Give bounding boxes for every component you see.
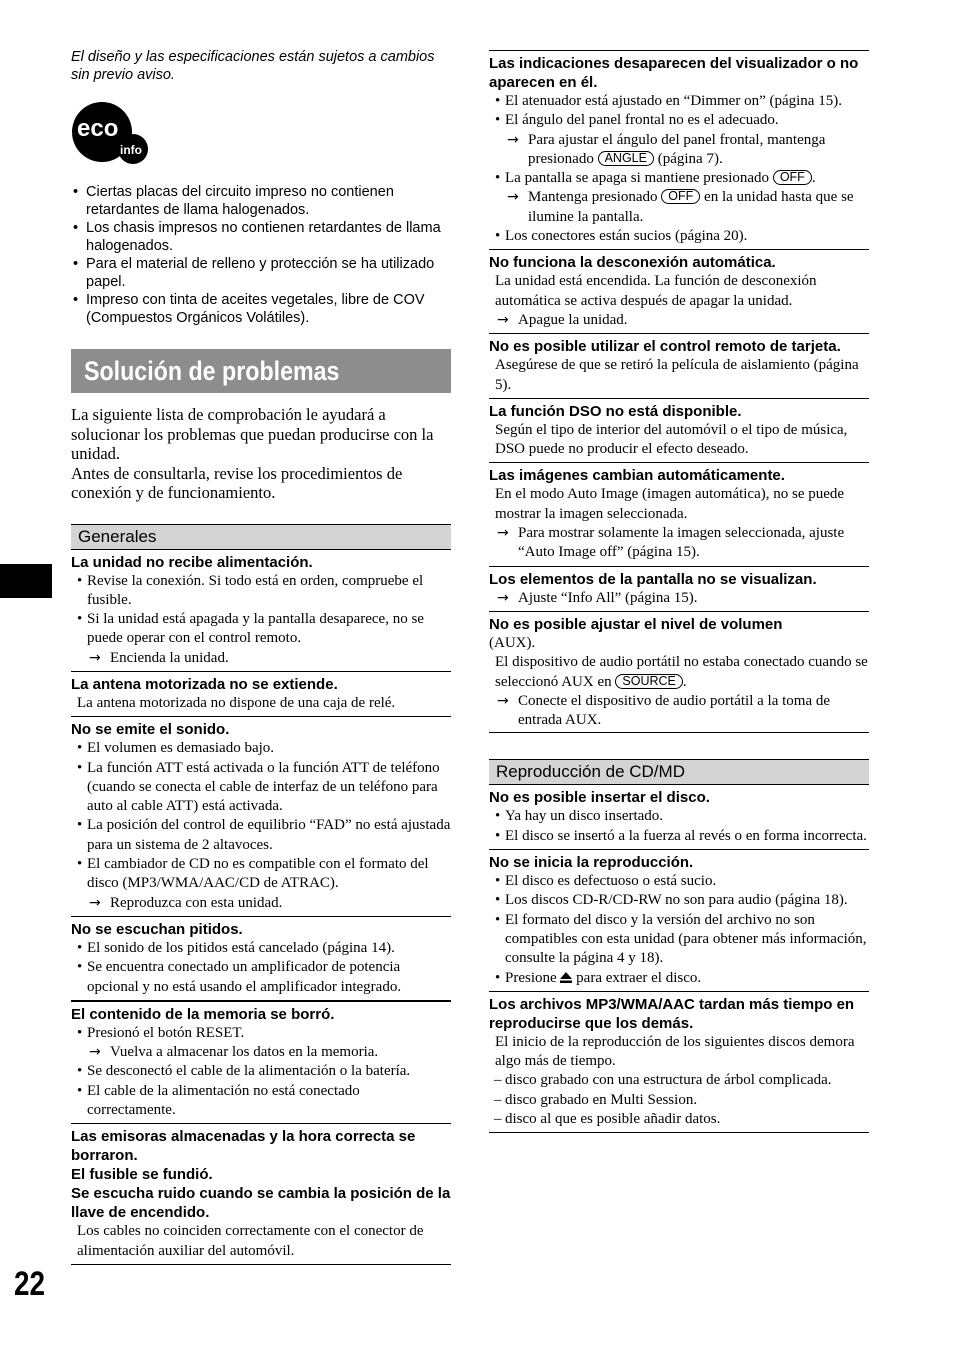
problem-dso [489, 399, 869, 464]
cause-item: • La posición del control de equilibrio “FAD” no está ajustada para un sistema de 2 altavoces. [71, 816, 451, 855]
problem-title: No se emite el sonido. [71, 721, 230, 739]
problem-title: La antena motorizada no se extiende. [71, 675, 338, 693]
problem-memory [71, 1002, 451, 1124]
cause-item: • El disco es defectuoso o está sucio. [489, 872, 869, 891]
problem-title: No es posible insertar el disco. [489, 789, 710, 807]
cause-item: • El cambiador de CD no es compatible con el formato del disco (MP3/WMA/AAC/CD de ATRAC). [71, 855, 451, 894]
eco-item: • Ciertas placas del circuito impreso no contienen retardantes de llama halogenados. [71, 183, 451, 219]
section-title-banner [71, 349, 451, 393]
cause-text: Los cables no coinciden correctamente con el conector de alimentación auxiliar del automóvil. [77, 1223, 424, 1259]
solution-text: Para ajustar el ángulo del panel frontal, mantenga presionado [528, 131, 826, 167]
cause-item: • Los discos CD-R/CD-RW no son para audio (página 18). [489, 891, 869, 910]
cause-item: • El ángulo del panel frontal no es el adecuado. [489, 111, 869, 130]
intro [71, 405, 451, 503]
problem-title: La unidad no recibe alimentación. [71, 553, 313, 571]
cause-item [489, 969, 869, 988]
problem-title: No funciona la desconexión automática. [489, 254, 776, 272]
problem-elements [489, 567, 869, 612]
solution-item: → Reproduzca con esta unidad. [87, 894, 451, 913]
disclaimer: El diseño y las especificaciones están sujetos a cambios sin previo aviso. [71, 49, 435, 83]
cause-item: • El cable de la alimentación no está conectado correctamente. [71, 1082, 451, 1121]
cause-text: La unidad está encendida. La función de desconexión automática se activa después de apagar la unidad. [495, 273, 817, 309]
solution-item: → Para mostrar solamente la imagen seleccionada, ajuste “Auto Image off” (página 15). [495, 524, 869, 563]
eco-logo-sub: info [120, 143, 142, 157]
eco-item: • Impreso con tinta de aceites vegetales, libre de COV (Compuestos Orgánicos Volátiles). [71, 291, 451, 327]
cause-text: para extraer el disco. [576, 969, 702, 986]
problem-beep [71, 917, 451, 1002]
problem-remote [489, 334, 869, 399]
cause-item: • El formato del disco y la versión del archivo no son compatibles con esta unidad (para obtener más información, consulte la página 4 y 18). [489, 911, 869, 969]
problem-autooff [489, 250, 869, 334]
eject-icon [560, 972, 572, 983]
problem-title-suffix-text: (AUX). [489, 634, 536, 651]
cause-item: • Presionó el botón RESET. [71, 1024, 451, 1043]
solution-item: → Ajuste “Info All” (página 15). [495, 589, 869, 608]
problem-title: Los archivos MP3/WMA/AAC tardan más tiempo en reproducirse que los demás. [489, 995, 855, 1032]
cause-text: Presione [505, 969, 557, 986]
problem-title: Los elementos de la pantalla no se visualizan. [489, 570, 817, 588]
page-number: 22 [14, 1265, 46, 1303]
cause-text: La pantalla se apaga si mantiene presionado [505, 170, 770, 187]
solution-text: en la unidad hasta que se ilumine la pantalla. [528, 189, 854, 225]
solution-item: → Conecte el dispositivo de audio portátil a la toma de entrada AUX. [495, 692, 869, 731]
problem-stations [71, 1124, 451, 1265]
dash-item: – disco grabado con una estructura de árbol complicada. [489, 1071, 869, 1090]
cause-text: En el modo Auto Image (imagen automática), no se puede mostrar la imagen seleccionada. [495, 486, 845, 522]
problem-play [489, 850, 869, 992]
cause-text: El inicio de la reproducción de los siguientes discos demora algo más de tiempo. [495, 1033, 855, 1070]
cause-text-part: El dispositivo de audio portátil no estaba conectado cuando se seleccionó AUX en [495, 654, 868, 690]
problem-title: Las indicaciones desaparecen del visualizador o no aparecen en él. [489, 55, 859, 91]
cause-item: • El disco se insertó a la fuerza al revés o en forma incorrecta. [489, 827, 869, 846]
cause-item: • El atenuador está ajustado en “Dimmer on” (página 15). [489, 92, 869, 111]
right-column [489, 50, 869, 1133]
source-key: SOURCE [615, 674, 682, 689]
eco-list [71, 183, 451, 327]
eco-logo-word: eco [77, 115, 119, 142]
problem-volume [489, 612, 869, 733]
problem-mp3 [489, 992, 869, 1133]
solution-item [505, 131, 869, 170]
problem-insert [489, 785, 869, 850]
problem-antenna [71, 672, 451, 717]
section-tab-marker [0, 564, 52, 598]
eco-info-logo [72, 102, 152, 164]
cause-item: • Se encuentra conectado un amplificador de potencia opcional y no está usando el amplificador integrado. [71, 958, 451, 997]
cause-item: • La función ATT está activada o la función ATT de teléfono (cuando se conecta el cable de interfaz de un teléfono para auto al cable ATT) está activada. [71, 759, 451, 817]
dash-item: – disco al que es posible añadir datos. [489, 1110, 869, 1129]
cause-item: • Revise la conexión. Si todo está en orden, compruebe el fusible. [71, 572, 451, 611]
solution-item [505, 188, 869, 227]
off-key: OFF [661, 189, 700, 204]
cause-text [489, 653, 869, 692]
intro-paragraph: La siguiente lista de comprobación le ayudará a solucionar los problemas que puedan producirse con la unidad. [71, 405, 434, 463]
cause-text: La antena motorizada no dispone de una caja de relé. [77, 694, 396, 711]
cause-text-part: . [682, 673, 687, 690]
cause-item [489, 169, 869, 188]
problem-images [489, 463, 869, 566]
cdmd-heading: Reproducción de CD/MD [489, 759, 869, 785]
problem-sound [71, 717, 451, 917]
section-title: Solución de problemas [84, 356, 340, 386]
generales-heading: Generales [71, 524, 451, 550]
problem-title: No se inicia la reproducción. [489, 854, 694, 872]
solution-text: (página 7). [657, 150, 723, 167]
cause-item: • Si la unidad está apagada y la pantalla desaparece, no se puede operar con el control remoto. [71, 610, 451, 649]
dash-item: – disco grabado en Multi Session. [489, 1091, 869, 1110]
problem-title: La función DSO no está disponible. [489, 402, 742, 420]
problem-title: El fusible se fundió. [71, 1166, 213, 1184]
problem-title: No es posible ajustar el nivel de volumen [489, 615, 783, 633]
cause-text: Asegúrese de que se retiró la película de aislamiento (página 5). [495, 357, 859, 393]
intro-paragraph: Antes de consultarla, revise los procedimientos de conexión y de funcionamiento. [71, 463, 403, 502]
problem-title: No es posible utilizar el control remoto de tarjeta. [489, 338, 841, 356]
solution-item: → Vuelva a almacenar los datos en la memoria. [87, 1043, 451, 1062]
cause-text: Según el tipo de interior del automóvil o el tipo de música, DSO puede no producir el efecto deseado. [495, 421, 848, 458]
cause-text: . [811, 170, 816, 187]
cause-item: • Se desconectó el cable de la alimentación o la batería. [71, 1062, 451, 1081]
problem-title: El contenido de la memoria se borró. [71, 1005, 335, 1023]
eco-item: • Los chasis impresos no contienen retardantes de llama halogenados. [71, 219, 451, 255]
cause-item: • Los conectores están sucios (página 20). [489, 227, 869, 246]
off-key: OFF [773, 170, 812, 185]
problem-title: Las imágenes cambian automáticamente. [489, 467, 785, 485]
problem-title-suffix [489, 634, 869, 653]
solution-item: → Apague la unidad. [495, 311, 869, 330]
cause-item: • El sonido de los pitidos está cancelado (página 14). [71, 939, 451, 958]
solution-text: Mantenga presionado [528, 189, 658, 206]
problem-title: Las emisoras almacenadas y la hora correcta se borraron. [71, 1128, 416, 1165]
problem-power [71, 550, 451, 672]
eco-item: • Para el material de relleno y protección se ha utilizado papel. [71, 255, 451, 291]
cause-item: • Ya hay un disco insertado. [489, 807, 869, 826]
problem-title: No se escuchan pitidos. [71, 920, 243, 938]
problem-display [489, 50, 869, 250]
left-column [71, 46, 451, 1265]
cause-item: • El volumen es demasiado bajo. [71, 739, 451, 758]
solution-item: → Encienda la unidad. [87, 649, 451, 668]
problem-title: Se escucha ruido cuando se cambia la posición de la llave de encendido. [71, 1185, 451, 1222]
angle-key: ANGLE [598, 151, 654, 166]
